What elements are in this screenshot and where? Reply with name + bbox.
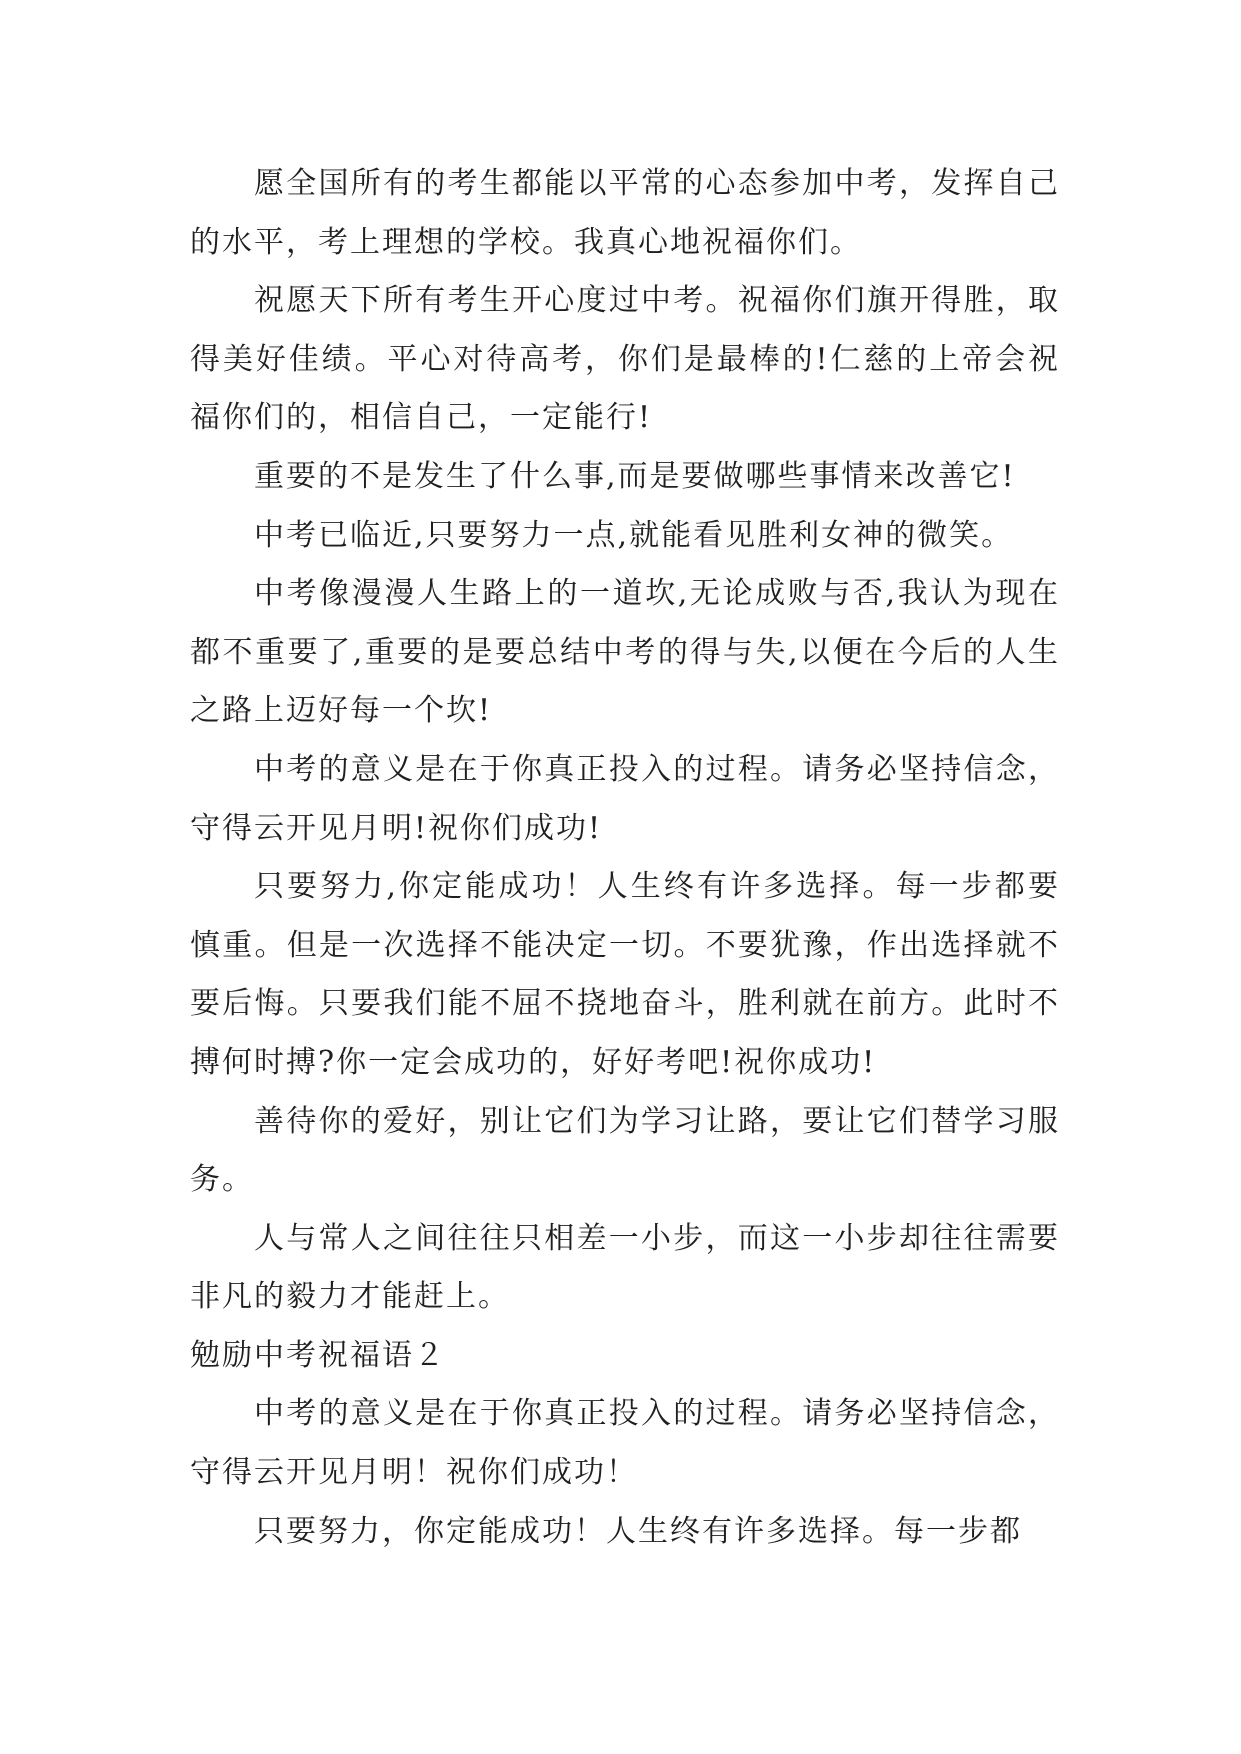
paragraph: 中考的意义是在于你真正投入的过程。请务必坚持信念，守得云开见月明!祝你们成功! [190, 751, 1060, 846]
paragraph: 人与常人之间往往只相差一小步，而这一小步却往往需要非凡的毅力才能赶上。 [190, 1220, 1060, 1315]
paragraph: 只要努力,你定能成功！人生终有许多选择。每一步都要慎重。但是一次选择不能决定一切。不要犹豫，作出选择就不要后悔。只要我们能不屈不挠地奋斗，胜利就在前方。此时不搏何时搏?你一定会成功的，好好考吧!祝你成功! [190, 869, 1060, 1080]
document-body [190, 155, 1060, 1561]
paragraph: 重要的不是发生了什么事,而是要做哪些事情来改善它! [254, 458, 1016, 494]
paragraph: 祝愿天下所有考生开心度过中考。祝福你们旗开得胜，取得美好佳绩。平心对待高考，你们是最棒的!仁慈的上帝会祝福你们的，相信自己，一定能行! [190, 283, 1060, 436]
paragraph: 中考的意义是在于你真正投入的过程。请务必坚持信念，守得云开见月明！祝你们成功！ [190, 1396, 1060, 1491]
paragraph: 中考已临近,只要努力一点,就能看见胜利女神的微笑。 [254, 517, 1014, 553]
section-title: 勉励中考祝福语２ [190, 1337, 446, 1373]
paragraph: 中考像漫漫人生路上的一道坎,无论成败与否,我认为现在都不重要了,重要的是要总结中考的得与失,以便在今后的人生之路上迈好每一个坎! [190, 576, 1060, 729]
paragraph: 善待你的爱好，别让它们为学习让路，要让它们替学习服务。 [190, 1103, 1060, 1198]
paragraph: 只要努力，你定能成功！人生终有许多选择。每一步都 [254, 1513, 1022, 1549]
paragraph: 愿全国所有的考生都能以平常的心态参加中考，发挥自己的水平，考上理想的学校。我真心地祝福你们。 [190, 166, 1060, 260]
